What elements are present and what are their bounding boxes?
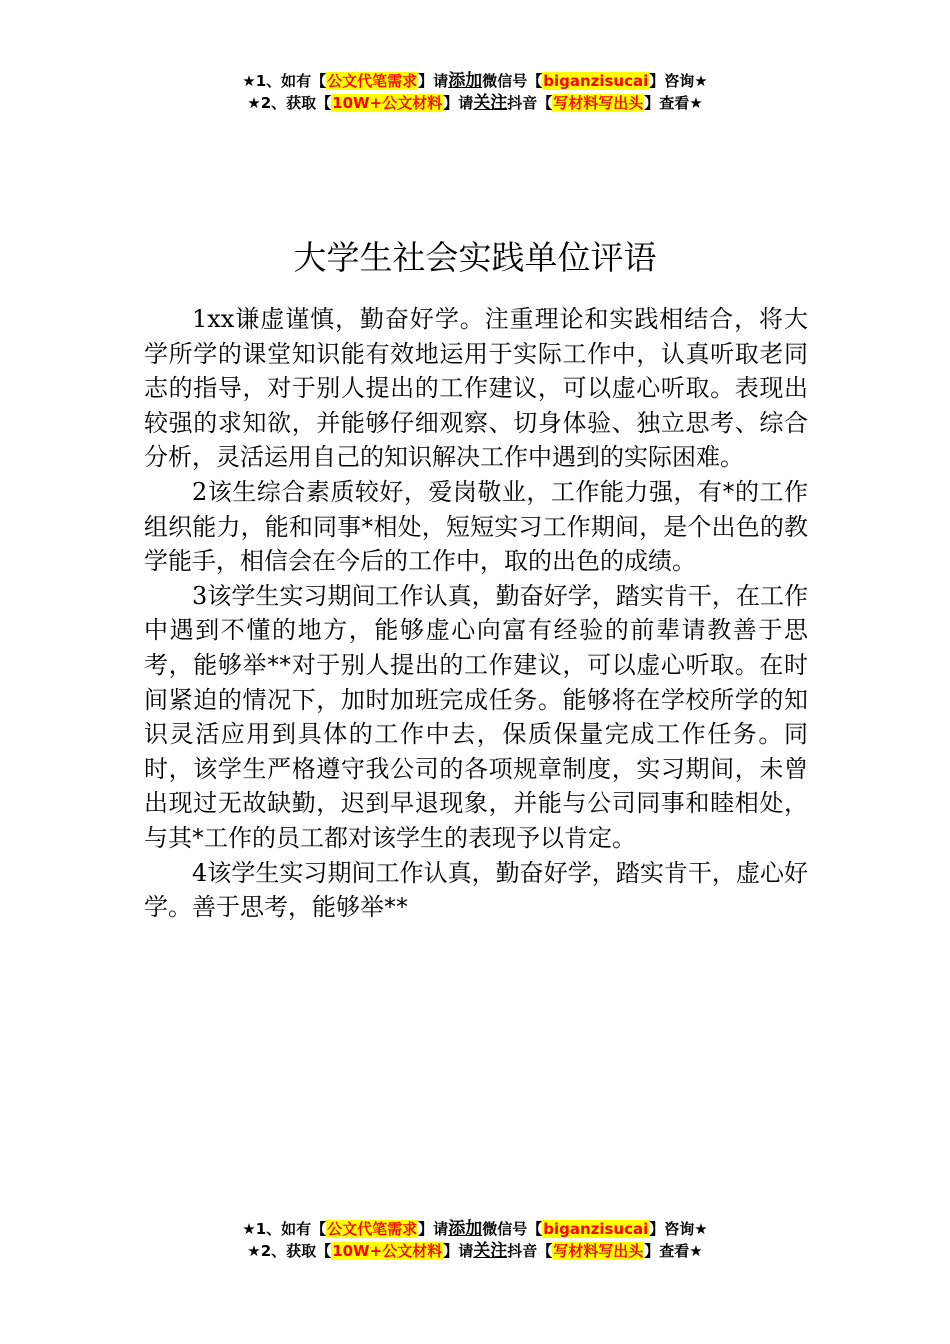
footer-banner — [0, 1218, 950, 1262]
banner-line-2: ★2、获取【10W+公文材料】请关注抖音【写材料写出头】查看★ — [247, 1241, 703, 1261]
paragraph-3: 3该学生实习期间工作认真，勤奋好学，踏实肯干，在工作中遇到不懂的地方，能够虚心向富有经验的前辈请教善于思考，能够举**对于别人提出的工作建议，可以虚心听取。在时间紧迫的情况下，加时加班完成任务。能够将在学校所学的知识灵活应用到具体的工作中去，保质保量完成工作任务。同时，该学生严格遵守我公司的各项规章制度，实习期间，未曾出现过无故缺勤，迟到早退现象，并能与公司同事和睦相处，与其*工作的员工都对该学生的表现予以肯定。 — [144, 581, 808, 852]
paragraph-4: 4该学生实习期间工作认真，勤奋好学，踏实肯干，虚心好学。善于思考，能够举** — [144, 858, 808, 922]
highlight-wechat-id: biganzisucai — [543, 72, 649, 90]
highlight-service: 公文代笔需求 — [327, 72, 418, 90]
document-title: 大学生社会实践单位评语 — [293, 238, 657, 278]
highlight-materials: 10W+公文材料 — [332, 1242, 443, 1260]
paragraph-1: 1xx谦虚谨慎，勤奋好学。注重理论和实践相结合，将大学所学的课堂知识能有效地运用于实际工作中，认真听取老同志的指导，对于别人提出的工作建议，可以虚心听取。表现出较强的求知欲，并能够仔细观察、切身体验、独立思考、综合分析，灵活运用自己的知识解决工作中遇到的实际困难。 — [144, 305, 808, 472]
header-banner — [0, 70, 950, 114]
banner-line-1: ★1、如有【公文代笔需求】请添加微信号【biganzisucai】咨询★ — [242, 1219, 708, 1239]
banner-line-1: ★1、如有【公文代笔需求】请添加微信号【biganzisucai】咨询★ — [242, 71, 708, 91]
highlight-douyin: 写材料写出头 — [553, 1242, 644, 1260]
document-body — [144, 302, 808, 925]
highlight-service: 公文代笔需求 — [327, 1220, 418, 1238]
banner-line-2: ★2、获取【10W+公文材料】请关注抖音【写材料写出头】查看★ — [247, 93, 703, 113]
highlight-douyin: 写材料写出头 — [553, 94, 644, 112]
paragraph-2: 2该生综合素质较好，爱岗敬业，工作能力强，有*的工作组织能力，能和同事*相处，短短实习工作期间，是个出色的教学能手，相信会在今后的工作中，取的出色的成绩。 — [144, 477, 808, 576]
highlight-wechat-id: biganzisucai — [543, 1220, 649, 1238]
highlight-materials: 10W+公文材料 — [332, 94, 443, 112]
